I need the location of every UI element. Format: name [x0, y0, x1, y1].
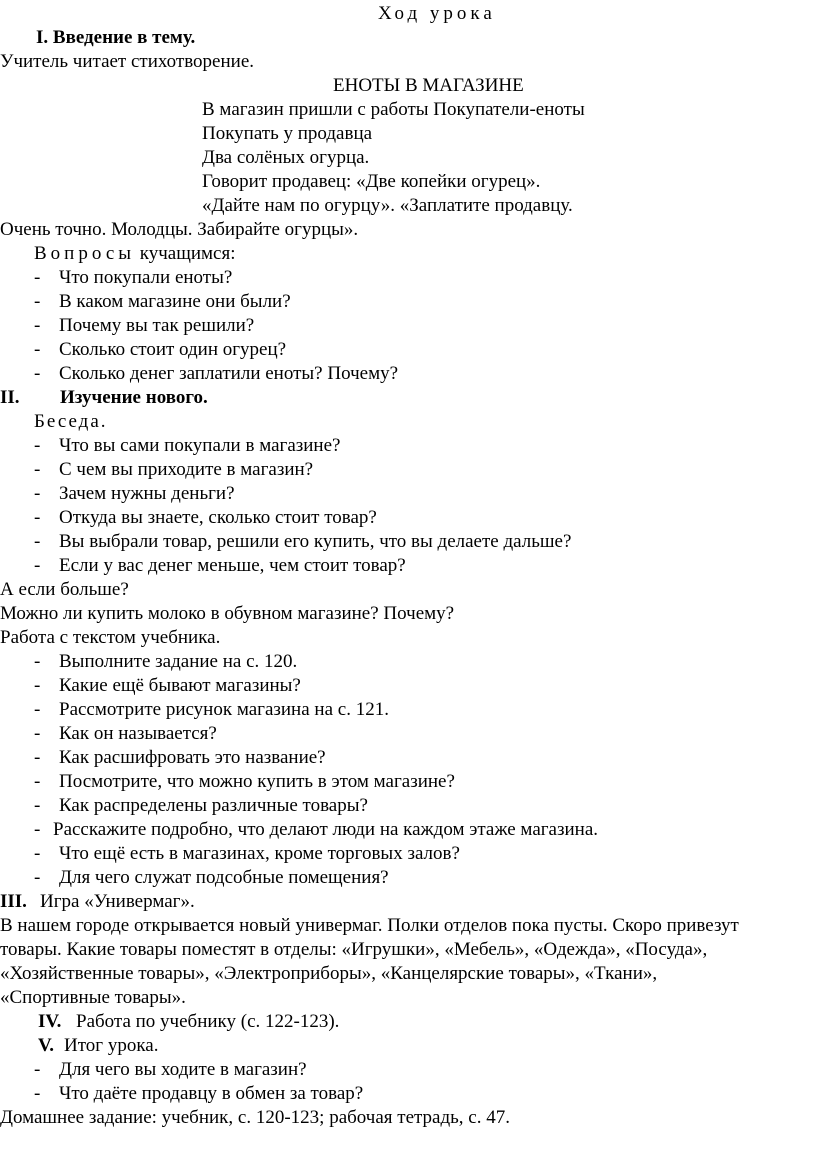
question-text: Для чего вы ходите в магазин? [59, 1059, 307, 1080]
list-dash: - [34, 459, 41, 480]
task-text: Какие ещё бывают магазины? [59, 675, 301, 696]
extra-question: Можно ли купить молоко в обувном магазине? Почему? [0, 603, 455, 624]
list-item [34, 770, 455, 794]
list-dash: - [34, 723, 41, 744]
task-text: Посмотрите, что можно купить в этом магазине? [59, 771, 455, 792]
task-text: Рассмотрите рисунок магазина на с. 121. [59, 699, 389, 720]
section-3-heading [0, 890, 195, 914]
list-dash: - [34, 531, 41, 552]
poem-last-line: Очень точно. Молодцы. Забирайте огурцы». [0, 219, 359, 240]
list-item [34, 1082, 363, 1106]
section-3-number: III. [0, 891, 27, 912]
list-dash: - [34, 315, 41, 336]
extra-question: А если больше? [0, 579, 129, 600]
list-item [34, 722, 217, 746]
question-text: Зачем нужны деньги? [59, 483, 235, 504]
section-2-title: Изучение нового. [60, 387, 208, 408]
list-item [34, 362, 398, 386]
question-text: Почему вы так решили? [59, 315, 255, 336]
task-text: Расскажите подробно, что делают люди на каждом этаже магазина. [53, 819, 599, 840]
list-dash: - [34, 363, 41, 384]
list-item [34, 314, 254, 338]
list-item [34, 338, 286, 362]
questions-intro [34, 242, 236, 266]
list-dash: - [34, 291, 41, 312]
section-4-title: Работа по учебнику (с. 122-123). [76, 1011, 340, 1032]
question-text: С чем вы приходите в магазин? [59, 459, 314, 480]
question-text: Если у вас денег меньше, чем стоит товар? [59, 555, 406, 576]
task-text: Как расшифровать это название? [59, 747, 326, 768]
list-dash: - [34, 435, 41, 456]
list-item [34, 1058, 307, 1082]
list-dash: - [34, 339, 41, 360]
question-text: Сколько стоит один огурец? [59, 339, 287, 360]
teacher-reads: Учитель читает стихотворение. [0, 51, 255, 72]
question-text: Что даёте продавцу в обмен за товар? [59, 1083, 364, 1104]
task-text: Для чего служат подсобные помещения? [59, 867, 389, 888]
list-dash: - [34, 867, 41, 888]
list-dash: - [34, 843, 41, 864]
list-dash: - [34, 771, 41, 792]
section-2-heading [0, 386, 208, 410]
section-4-heading [38, 1010, 339, 1034]
questions-target: кучащимся: [139, 243, 236, 264]
list-item [34, 458, 313, 482]
talk-label: Беседа. [34, 411, 108, 432]
list-dash: - [34, 699, 41, 720]
list-dash: - [34, 1083, 41, 1104]
question-text: Что покупали еноты? [59, 267, 233, 288]
section-5-title: Итог урока. [64, 1035, 159, 1056]
task-text: Как распределены различные товары? [59, 795, 368, 816]
poem-line: Два солёных огурца. [202, 147, 370, 168]
homework: Домашнее задание: учебник, с. 120-123; рабочая тетрадь, с. 47. [0, 1107, 510, 1128]
list-dash: - [34, 795, 41, 816]
poem-line: Говорит продавец: «Две копейки огурец». [202, 171, 541, 192]
list-item [34, 650, 297, 674]
list-dash: - [34, 507, 41, 528]
question-text: Вы выбрали товар, решили его купить, что вы делаете дальше? [59, 531, 572, 552]
poem-line: Покупать у продавца [202, 123, 373, 144]
question-text: В каком магазине они были? [59, 291, 291, 312]
list-item [34, 530, 571, 554]
task-text: Как он называется? [59, 723, 217, 744]
question-text: Что вы сами покупали в магазине? [59, 435, 341, 456]
questions-label: Вопросы [34, 243, 136, 264]
section-5-heading [38, 1034, 158, 1058]
list-item [34, 866, 389, 890]
list-item [34, 266, 232, 290]
poem-title: ЕНОТЫ В МАГАЗИНЕ [333, 75, 524, 96]
game-text-line: «Хозяйственные товары», «Электроприборы», «Канцелярские товары», «Ткани», [0, 963, 658, 984]
list-dash: - [34, 675, 41, 696]
poem-line: В магазин пришли с работы Покупатели-еноты [202, 99, 585, 120]
list-item [34, 698, 389, 722]
list-item [34, 746, 326, 770]
game-text-line: «Спортивные товары». [0, 987, 186, 1008]
question-text: Откуда вы знаете, сколько стоит товар? [59, 507, 377, 528]
list-dash: - [34, 483, 41, 504]
list-item [34, 794, 368, 818]
list-item [34, 674, 301, 698]
question-text: Сколько денег заплатили еноты? Почему? [59, 363, 399, 384]
list-dash: - [34, 1059, 41, 1080]
game-text-line: товары. Какие товары поместят в отделы: «Игрушки», «Мебель», «Одежда», «Посуда», [0, 939, 708, 960]
poem-line: «Дайте нам по огурцу». «Заплатите продавцу. [202, 195, 573, 216]
list-item [34, 482, 235, 506]
section-2-number: II. [0, 387, 20, 408]
list-item [34, 290, 291, 314]
list-dash: - [34, 267, 41, 288]
section-5-number: V. [38, 1035, 55, 1056]
section-1-title: Введение в тему. [52, 27, 196, 48]
list-dash: - [34, 651, 41, 672]
list-item [34, 506, 377, 530]
section-3-title: Игра «Универмаг». [40, 891, 195, 912]
list-dash: - [34, 747, 41, 768]
section-4-number: IV. [38, 1011, 62, 1032]
list-item [34, 818, 598, 842]
section-1-heading [36, 26, 195, 50]
list-item [34, 842, 460, 866]
task-text: Выполните задание на с. 120. [59, 651, 298, 672]
game-text-line: В нашем городе открывается новый универмаг. Полки отделов пока пусты. Скоро привезут [0, 915, 739, 936]
task-text: Что ещё есть в магазинах, кроме торговых залов? [59, 843, 460, 864]
section-1-number: I. [36, 27, 49, 48]
list-item [34, 554, 406, 578]
list-dash: - [34, 819, 41, 840]
list-item [34, 434, 340, 458]
textbook-work: Работа с текстом учебника. [0, 627, 221, 648]
lesson-heading: Ход урока [378, 3, 496, 24]
list-dash: - [34, 555, 41, 576]
